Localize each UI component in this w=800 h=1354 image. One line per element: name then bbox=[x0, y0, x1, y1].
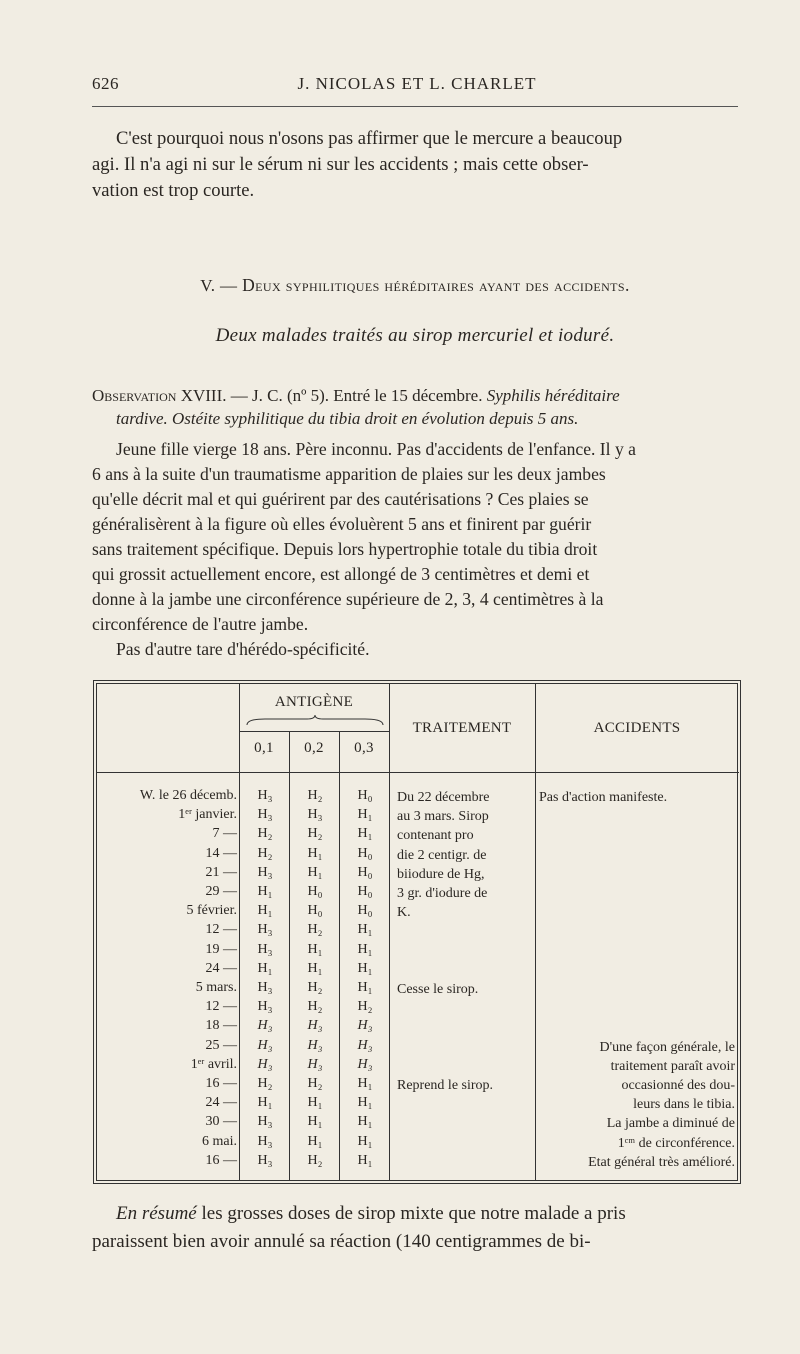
row-value-dose3: H₀ bbox=[357, 788, 373, 803]
table-row bbox=[97, 961, 739, 980]
header-divider bbox=[97, 772, 739, 773]
traitement-line: 3 gr. d'iodure de bbox=[397, 886, 488, 902]
row-value-dose3: H₂ bbox=[357, 999, 373, 1015]
row-value-dose2: H₂ bbox=[307, 788, 323, 803]
table-row bbox=[97, 922, 739, 941]
row-value-dose1: H₃ bbox=[257, 941, 273, 957]
row-date: 1ᵉʳ janvier. bbox=[178, 807, 237, 823]
dose-header-3: 0,3 bbox=[354, 740, 374, 756]
row-value-dose3: H₁ bbox=[357, 826, 373, 842]
row-date: 18 — bbox=[205, 1018, 237, 1034]
traitement-line: au 3 mars. Sirop bbox=[397, 809, 489, 825]
accidents-note-2 bbox=[539, 1038, 735, 1172]
row-date: 5 mars. bbox=[195, 980, 237, 995]
results-table bbox=[96, 683, 738, 1181]
row-date: 7 — bbox=[212, 826, 237, 842]
row-value-dose3: H₁ bbox=[357, 1095, 373, 1111]
table-body bbox=[97, 788, 739, 1172]
case-line: Pas d'autre tare d'hérédo-spécificité. bbox=[116, 639, 370, 659]
case-line: généralisèrent à la figure où elles évoluèrent 5 ans et finirent par guérir bbox=[92, 514, 592, 534]
summary-line: paraissent bien avoir annulé sa réaction (140 centigrammes de bi- bbox=[92, 1231, 591, 1252]
row-value-dose2: H₂ bbox=[307, 922, 323, 938]
running-title: J. NICOLAS ET L. CHARLET bbox=[297, 74, 537, 93]
row-value-dose2: H₁ bbox=[307, 864, 323, 880]
row-value-dose3: H₀ bbox=[357, 884, 373, 899]
row-value-dose3: H₃ bbox=[357, 1037, 373, 1053]
summary-text: les grosses doses de sirop mixte que notre malade a pris bbox=[196, 1203, 626, 1224]
table-row bbox=[97, 1057, 739, 1076]
row-date: 25 — bbox=[205, 1037, 237, 1053]
dose-header-1: 0,1 bbox=[254, 740, 274, 756]
intro-line: agi. Il n'a agi ni sur le sérum ni sur les accidents ; mais cette obser- bbox=[92, 154, 589, 175]
accidents-line: 1ᶜᵐ de circonférence. bbox=[617, 1135, 735, 1151]
row-value-dose3: H₀ bbox=[357, 845, 373, 861]
row-value-dose3: H₁ bbox=[357, 1133, 373, 1149]
table-row bbox=[97, 980, 739, 999]
row-value-dose1: H₃ bbox=[257, 807, 273, 823]
intro-line: C'est pourquoi nous n'osons pas affirmer que le mercure a beaucoup bbox=[116, 128, 623, 149]
row-date: 30 — bbox=[205, 1114, 237, 1130]
row-value-dose1: H₂ bbox=[257, 845, 273, 861]
row-value-dose1: H₃ bbox=[257, 1133, 273, 1149]
row-value-dose1: H₁ bbox=[257, 960, 273, 976]
row-value-dose2: H₃ bbox=[307, 1056, 323, 1072]
table-row bbox=[97, 942, 739, 961]
row-value-dose3: H₁ bbox=[357, 960, 373, 976]
row-value-dose1: H₃ bbox=[257, 999, 273, 1015]
row-value-dose1: H₁ bbox=[257, 884, 273, 899]
row-value-dose1: H₃ bbox=[257, 1018, 273, 1034]
row-value-dose2: H₁ bbox=[307, 941, 323, 957]
row-value-dose2: H₂ bbox=[307, 980, 323, 995]
case-line: donne à la jambe une circonférence supérieure de 2, 3, 4 centimètres à la bbox=[92, 589, 604, 609]
row-value-dose3: H₁ bbox=[357, 941, 373, 957]
row-date: 6 mai. bbox=[202, 1133, 237, 1149]
traitement-note-3: Reprend le sirop. bbox=[397, 1078, 494, 1093]
summary-paragraph bbox=[92, 1200, 738, 1256]
table-row bbox=[97, 903, 739, 922]
row-value-dose1: H₂ bbox=[257, 1076, 273, 1091]
observation-label: Observation bbox=[92, 386, 177, 405]
row-date: 19 — bbox=[205, 941, 237, 957]
row-date: 16 — bbox=[205, 1076, 237, 1091]
row-value-dose3: H₁ bbox=[357, 922, 373, 938]
row-value-dose2: H₂ bbox=[307, 1152, 323, 1168]
case-line: sans traitement spécifique. Depuis lors hypertrophie totale du tibia droit bbox=[92, 539, 598, 559]
antigene-header: ANTIGÈNE bbox=[274, 694, 354, 710]
column-divider bbox=[289, 731, 290, 1180]
row-value-dose1: H₃ bbox=[257, 864, 273, 880]
summary-line bbox=[92, 1200, 738, 1228]
column-divider bbox=[239, 684, 240, 1180]
dose-header-2: 0,2 bbox=[304, 740, 324, 756]
row-value-dose1: H₂ bbox=[257, 826, 273, 842]
traitement-note-1 bbox=[397, 788, 533, 922]
case-line: Jeune fille vierge 18 ans. Père inconnu. Pas d'accidents de l'enfance. Il y a bbox=[116, 439, 636, 459]
row-value-dose1: H₃ bbox=[257, 922, 273, 938]
row-value-dose1: H₃ bbox=[257, 788, 273, 803]
row-date: W. le 26 décemb. bbox=[139, 788, 237, 803]
traitement-line: Du 22 décembre bbox=[397, 790, 490, 805]
row-date: 24 — bbox=[205, 1095, 237, 1111]
accidents-note-1: Pas d'action manifeste. bbox=[539, 790, 668, 805]
dose-header-divider bbox=[239, 731, 389, 732]
row-date: 12 — bbox=[205, 922, 237, 938]
row-value-dose1: H₁ bbox=[257, 903, 273, 919]
row-value-dose2: H₁ bbox=[307, 1133, 323, 1149]
table-row bbox=[97, 1018, 739, 1037]
table-row bbox=[97, 826, 739, 845]
summary-lead: En résumé bbox=[116, 1203, 197, 1224]
accidents-line: traitement paraît avoir bbox=[610, 1058, 735, 1074]
row-value-dose2: H₁ bbox=[307, 1095, 323, 1111]
case-line: circonférence de l'autre jambe. bbox=[92, 614, 309, 634]
traitement-note-2: Cesse le sirop. bbox=[397, 982, 479, 997]
row-value-dose2: H₃ bbox=[307, 1018, 323, 1034]
row-value-dose1: H₃ bbox=[257, 1114, 273, 1130]
row-value-dose3: H₀ bbox=[357, 903, 373, 919]
row-value-dose2: H₁ bbox=[307, 960, 323, 976]
row-date: 29 — bbox=[205, 884, 237, 899]
row-value-dose1: H₁ bbox=[257, 1095, 273, 1111]
observation-diagnosis: Syphilis héréditaire bbox=[486, 386, 620, 405]
table-row bbox=[97, 865, 739, 884]
case-line: qui grossit actuellement encore, est allongé de 3 centimètres et demi et bbox=[92, 564, 590, 584]
table-row bbox=[97, 1114, 739, 1133]
traitement-line: die 2 centigr. de bbox=[397, 847, 487, 863]
row-value-dose3: H₀ bbox=[357, 864, 373, 880]
observation-details: — J. C. (nº 5). Entré le 15 décembre. bbox=[226, 386, 487, 405]
row-date: 21 — bbox=[205, 864, 237, 880]
accidents-line: occasionné des dou- bbox=[621, 1078, 735, 1093]
row-value-dose1: H₃ bbox=[257, 980, 273, 995]
header-rule bbox=[92, 106, 738, 107]
row-value-dose2: H₀ bbox=[307, 884, 323, 899]
observation-number: XVIII. bbox=[180, 386, 227, 405]
column-divider bbox=[339, 731, 340, 1180]
case-line: 6 ans à la suite d'un traumatisme apparition de plaies sur les deux jambes bbox=[92, 464, 606, 484]
accidents-line: Etat général très amélioré. bbox=[588, 1154, 735, 1170]
row-value-dose1: H₃ bbox=[257, 1037, 273, 1053]
row-value-dose3: H₃ bbox=[357, 1018, 373, 1034]
intro-line: vation est trop courte. bbox=[92, 180, 255, 201]
table-row bbox=[97, 1095, 739, 1114]
row-value-dose2: H₂ bbox=[307, 999, 323, 1015]
section-subtitle: Deux malades traités au sirop mercuriel et ioduré. bbox=[215, 325, 615, 346]
accidents-header: ACCIDENTS bbox=[593, 720, 681, 736]
row-value-dose2: H₁ bbox=[307, 845, 323, 861]
row-value-dose3: H₁ bbox=[357, 1076, 373, 1091]
table-row bbox=[97, 807, 739, 826]
observation-heading bbox=[92, 384, 738, 430]
row-value-dose2: H₀ bbox=[307, 903, 323, 919]
page-header bbox=[92, 72, 742, 98]
accidents-line: D'une façon générale, le bbox=[599, 1039, 735, 1055]
accidents-line: leurs dans le tibia. bbox=[633, 1097, 735, 1113]
table-row bbox=[97, 1038, 739, 1057]
row-value-dose2: H₃ bbox=[307, 1037, 323, 1053]
row-date: 12 — bbox=[205, 999, 237, 1015]
accidents-line: La jambe a diminué de bbox=[606, 1116, 735, 1132]
row-value-dose2: H₂ bbox=[307, 826, 323, 842]
row-date: 14 — bbox=[205, 845, 237, 861]
traitement-line: contenant pro bbox=[397, 828, 474, 844]
section-heading bbox=[92, 275, 738, 296]
row-value-dose3: H₁ bbox=[357, 807, 373, 823]
row-value-dose3: H₁ bbox=[357, 1114, 373, 1130]
row-date: 1ᵉʳ avril. bbox=[190, 1056, 237, 1072]
table-row bbox=[97, 884, 739, 903]
row-value-dose1: H₃ bbox=[257, 1056, 273, 1072]
section-title: Deux syphilitiques héréditaires ayant des accidents. bbox=[242, 275, 630, 295]
row-date: 16 — bbox=[205, 1152, 237, 1168]
row-value-dose3: H₁ bbox=[357, 1152, 373, 1168]
column-divider bbox=[389, 684, 390, 1180]
page-number: 626 bbox=[92, 74, 119, 93]
case-line: qu'elle décrit mal et qui guérirent par des cautérisations ? Ces plaies se bbox=[92, 489, 589, 509]
table-row bbox=[97, 788, 739, 807]
row-date: 24 — bbox=[205, 960, 237, 976]
table-row bbox=[97, 999, 739, 1018]
table-row bbox=[97, 1153, 739, 1172]
row-value-dose1: H₃ bbox=[257, 1152, 273, 1168]
row-date: 5 février. bbox=[186, 903, 237, 919]
row-value-dose3: H₃ bbox=[357, 1056, 373, 1072]
traitement-header: TRAITEMENT bbox=[412, 720, 512, 736]
row-value-dose2: H₃ bbox=[307, 807, 323, 823]
row-value-dose3: H₁ bbox=[357, 980, 373, 995]
section-prefix: V. — bbox=[200, 276, 243, 295]
brace-icon bbox=[245, 715, 385, 727]
traitement-line: biiodure de Hg, bbox=[397, 866, 485, 882]
row-value-dose2: H₂ bbox=[307, 1076, 323, 1091]
row-value-dose2: H₁ bbox=[307, 1114, 323, 1130]
table-row bbox=[97, 1134, 739, 1153]
observation-diagnosis-cont: tardive. Ostéite syphilitique du tibia droit en évolution depuis 5 ans. bbox=[116, 409, 579, 428]
column-divider bbox=[535, 684, 536, 1180]
table-row bbox=[97, 846, 739, 865]
traitement-line: K. bbox=[397, 905, 411, 921]
table-row bbox=[97, 1076, 739, 1095]
